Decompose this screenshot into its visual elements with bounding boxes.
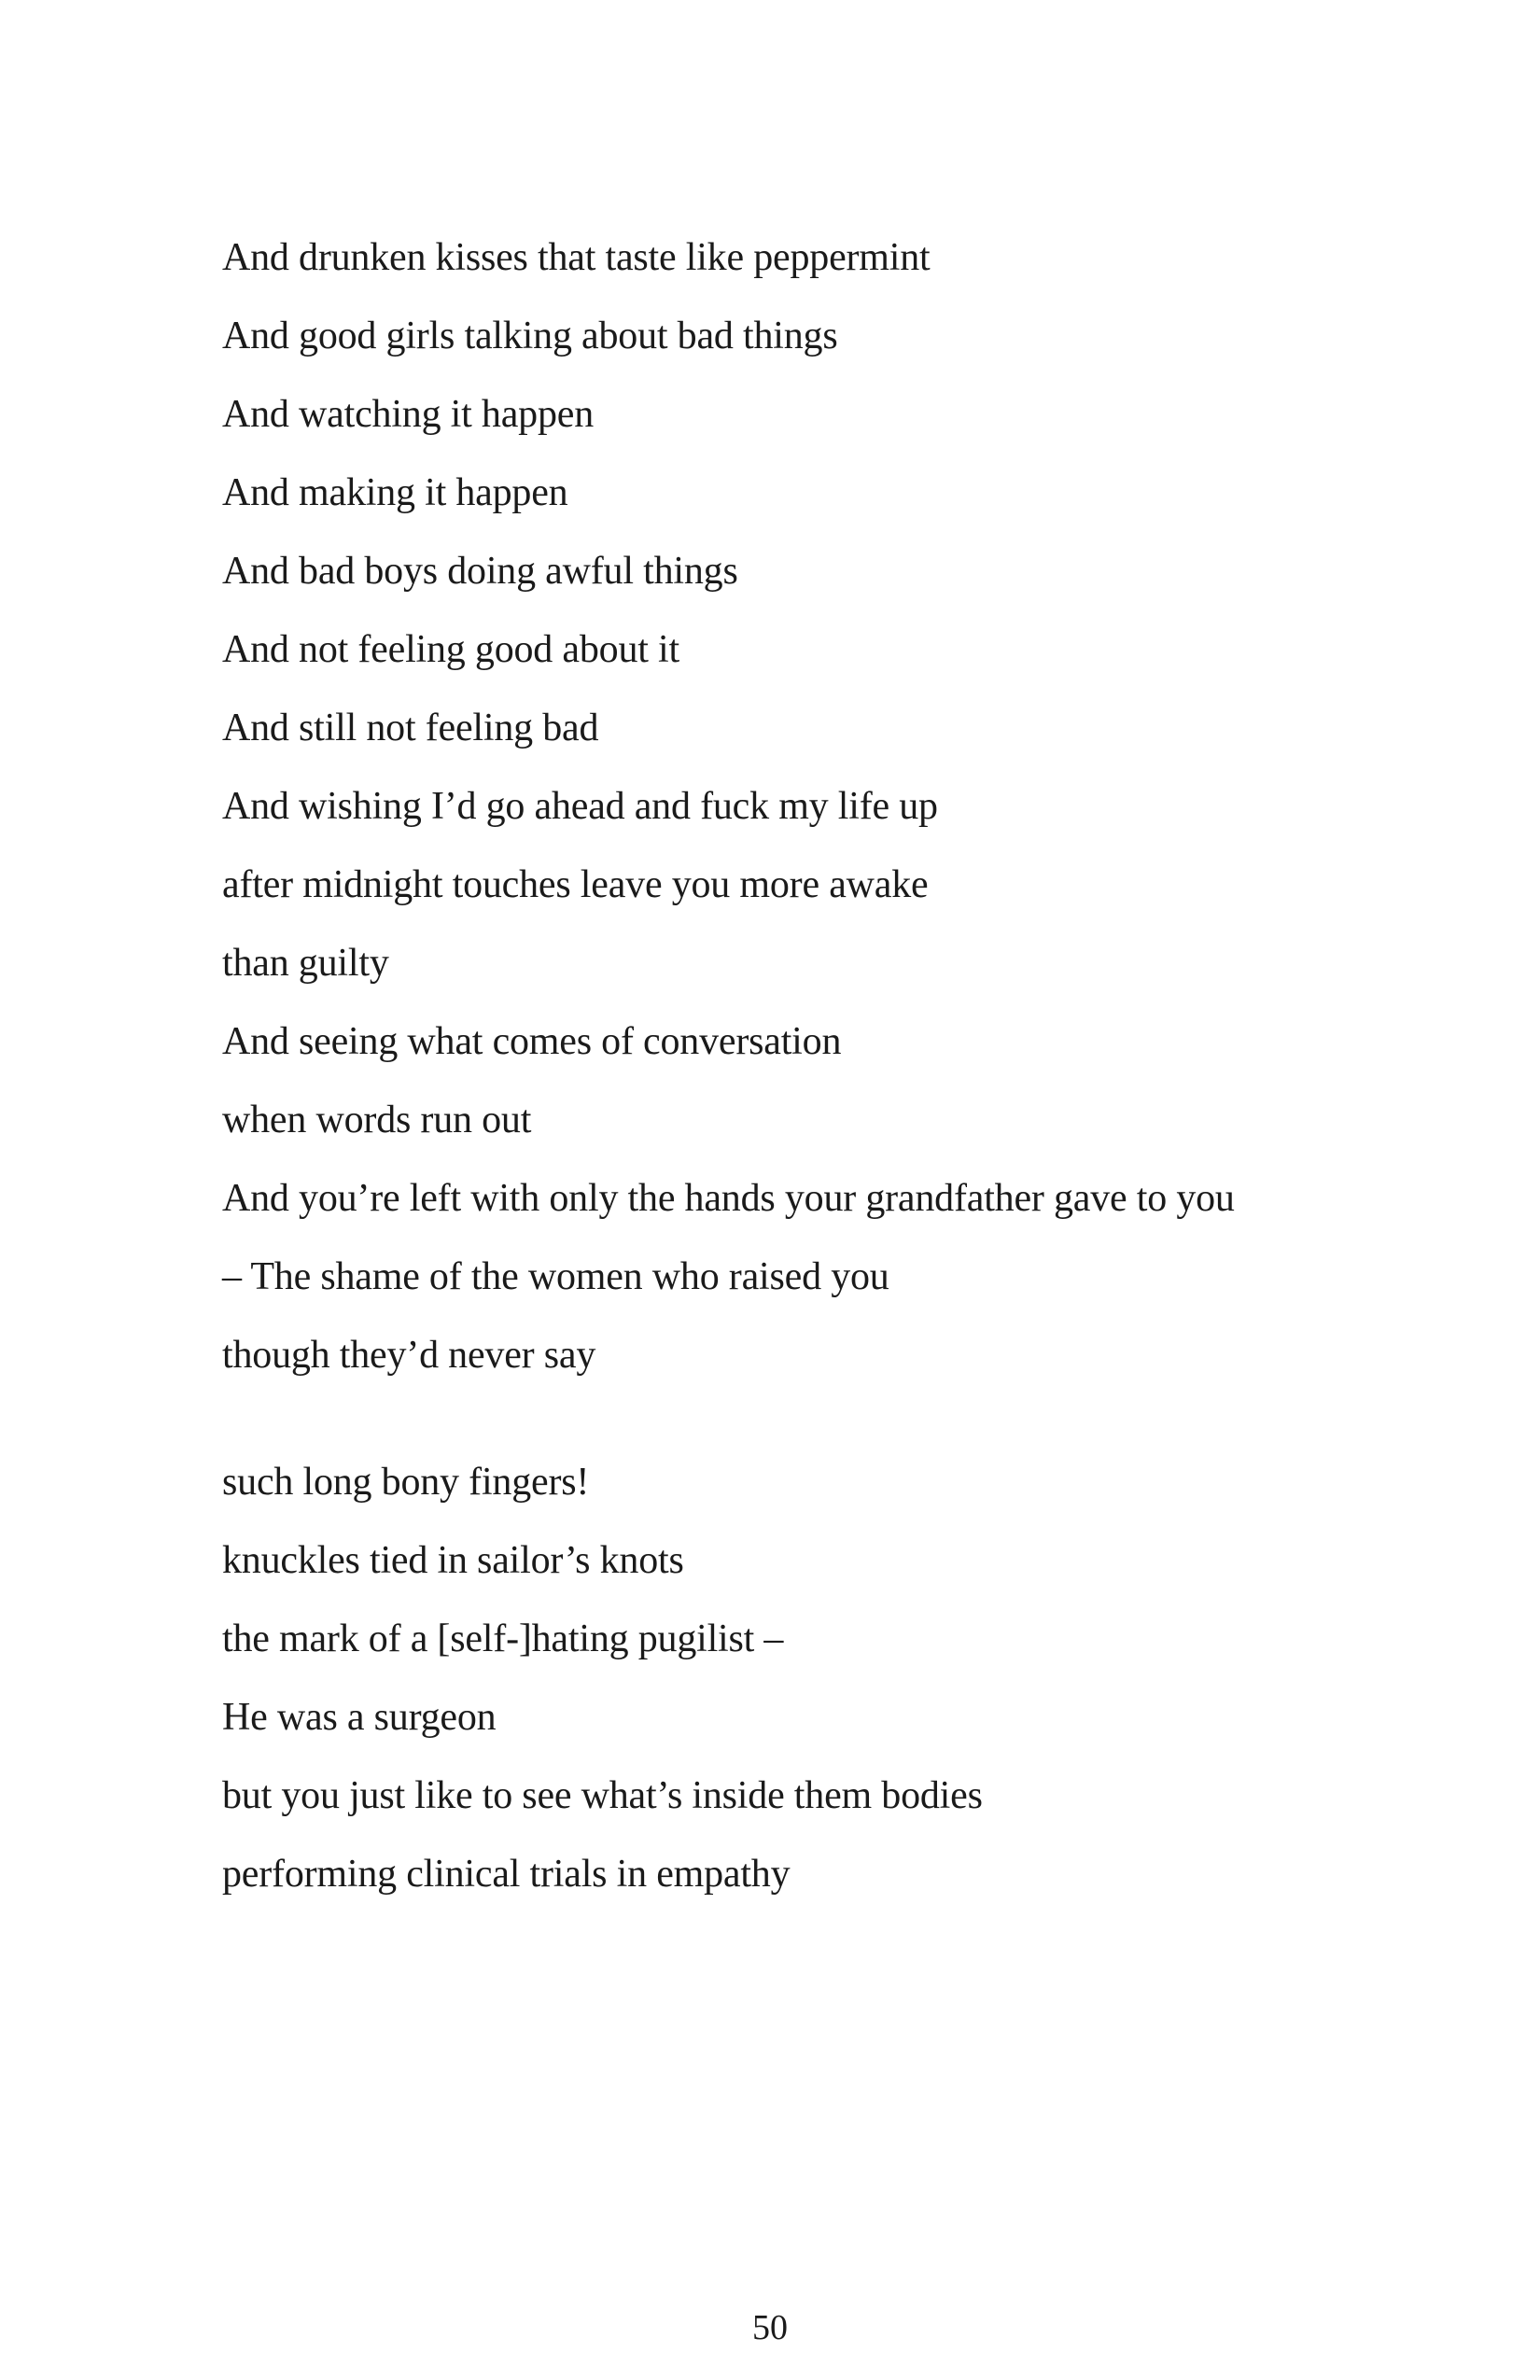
page-number: 50 [752,2308,788,2347]
poem-line: after midnight touches leave you more awake [222,863,929,906]
poem-line: the mark of a [self-]hating pugilist – [222,1617,784,1660]
poem-line: And wishing I’d go ahead and fuck my life up [222,785,938,828]
poem-stanza-1 [222,218,1235,1394]
poem-line: when words run out [222,1099,532,1141]
poem-line: And good girls talking about bad things [222,315,838,357]
poem-line: than guilty [222,942,389,985]
poem-line: And not feeling good about it [222,628,679,671]
poem-line: – The shame of the women who raised you [222,1255,889,1298]
poem-line: He was a surgeon [222,1696,497,1739]
poem-line: And bad boys doing awful things [222,550,738,593]
poem-line: And drunken kisses that taste like peppermint [222,236,931,279]
poem-line: performing clinical trials in empathy [222,1853,791,1896]
poem-line: And you’re left with only the hands your grandfather gave to you [222,1177,1235,1220]
poem-line: knuckles tied in sailor’s knots [222,1539,684,1582]
poem-line: but you just like to see what’s inside them bodies [222,1774,983,1817]
poem-line: And seeing what comes of conversation [222,1020,842,1063]
poem-line: And making it happen [222,471,568,514]
poem-line: And watching it happen [222,393,595,436]
poem-line: such long bony fingers! [222,1461,590,1504]
poem-line: though they’d never say [222,1334,596,1377]
poem-line: And still not feeling bad [222,707,599,749]
poem-stanza-2 [222,1443,983,1913]
